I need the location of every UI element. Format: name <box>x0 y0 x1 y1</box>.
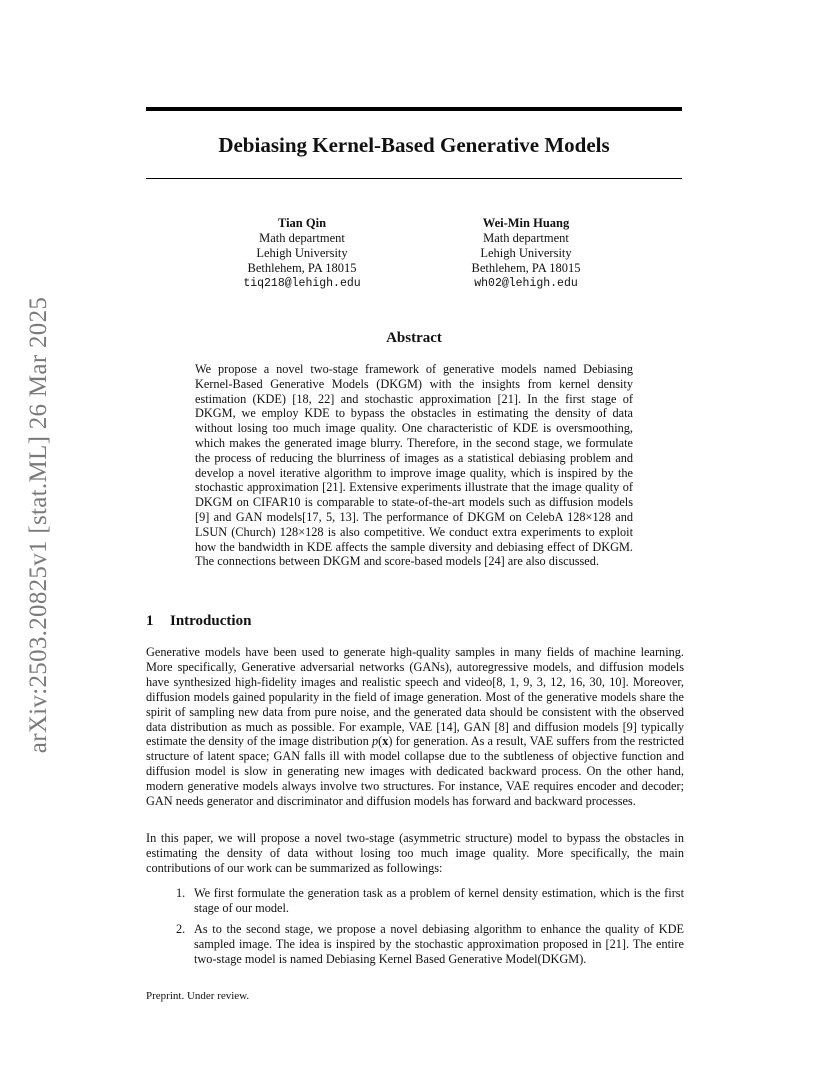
author-email: tiq218@lehigh.edu <box>243 277 361 290</box>
author-name: Wei-Min Huang <box>482 216 570 230</box>
intro-paragraph: In this paper, we will propose a novel two-stage (asymmetric structure) model to bypass the obstacles in estimating the density of data without losing too much image quality. More specifically, the main contributions of our work can be summarized as followings: <box>146 831 684 875</box>
contributions-list <box>146 886 684 973</box>
author-block <box>426 216 626 291</box>
author-location: Bethlehem, PA 18015 <box>247 261 357 275</box>
author-university: Lehigh University <box>480 246 572 260</box>
list-item-text: As to the second stage, we propose a novel debiasing algorithm to enhance the quality of KDE sampled image. The idea is inspired by the stochastic approximation proposed in [21]. The entire two-stage model is named Debiasing Kernel Based Generative Model(DKGM). <box>194 921 684 966</box>
author-department: Math department <box>483 231 569 245</box>
title-top-rule <box>146 107 682 111</box>
author-location: Bethlehem, PA 18015 <box>471 261 581 275</box>
arxiv-identifier <box>19 275 59 775</box>
intro-text-before-formula: Generative models have been used to generate high-quality samples in many fields of machine learning. More specifically, Generative adversarial networks (GANs), autoregressive models, and diffusion models have synthesized high-fidelity images and realistic speech and video[8, 1, 9, 3, 12, 16, 30, 10]. Moreover, diffusion models gained popularity in the field of image generation. Most of the generative models share the spirit of sampling new data from pure noise, and the generated data should be consistent with the observed data distribution as much as possible. For example, VAE [14], GAN [8] and diffusion models [9] typically estimate the density of the image distribution <box>146 645 684 749</box>
section-number: 1 <box>146 613 154 629</box>
intro-text-after-formula: for generation. As a result, VAE suffers from the restricted structure of latent space; GAN falls ill with model collapse due to the subtleness of objective function and diffusion model is slow in generating new images with dedicated backward process. On the other hand, modern generative models always involve two structures. For instance, VAE requires encoder and decoder; GAN needs generator and discriminator and diffusion models has forward and backward processes. <box>146 734 684 809</box>
intro-paragraph: Generative models have been used to generate high-quality samples in many fields of machine learning. More specifically, Generative adversarial networks (GANs), autoregressive models, and diffusion models have synthesized high-fidelity images and realistic speech and video[8, 1, 9, 3, 12, 16, 30, 10]. Moreover, diffusion models gained popularity in the field of image generation. Most of the generative models share the spirit of sampling new data from pure noise, and the generated data should be consistent with the observed data distribution as much as possible. For example, VAE [14], GAN [8] and diffusion models [9] typically estimate the density of the image distribution p(x) for generation. As a result, VAE suffers from the restricted structure of latent space; GAN falls ill with model collapse due to the subtleness of objective function and diffusion model is slow in generating new images with dedicated backward process. On the other hand, modern generative models always involve two structures. For instance, VAE requires encoder and decoder; GAN needs generator and discriminator and diffusion models has forward and backward processes. <box>146 645 684 809</box>
author-university: Lehigh University <box>256 246 348 260</box>
section-title: Introduction <box>170 613 252 629</box>
abstract-heading: Abstract <box>386 330 442 346</box>
list-item <box>146 922 684 967</box>
formula-p-symbol: p <box>371 734 379 749</box>
author-name: Tian Qin <box>277 216 327 230</box>
list-item-text: We first formulate the generation task as a problem of kernel density estimation, which is the first stage of our model. <box>194 886 684 915</box>
author-block <box>202 216 402 291</box>
list-marker: 1. <box>176 886 186 900</box>
section-heading <box>146 611 251 631</box>
footer-note: Preprint. Under review. <box>146 990 250 1002</box>
list-marker: 2. <box>176 921 186 936</box>
abstract-body: We propose a novel two-stage framework of generative models named Debiasing Kernel-Based Generative Models (DKGM) with the insights from kernel density estimation (KDE) [18, 22] and stochastic approximation [21]. In the first stage of DKGM, we employ KDE to bypass the obstacles in estimating the density of data without losing too much image quality. One characteristic of KDE is oversmoothing, which makes the generated image blurry. Therefore, in the second stage, we formulate the process of reducing the blurriness of images as a statistical debiasing problem and develop a novel iterative algorithm to improve image quality, which is inspired by the stochastic approximation [21]. Extensive experiments illustrate that the image quality of DKGM on CIFAR10 is comparable to state-of-the-art models such as diffusion models [9] and GAN models[17, 5, 13]. The performance of DKGM on CelebA 128×128 and LSUN (Church) 128×128 is also competitive. We conduct extra experiments to exploit how the bandwidth in KDE affects the sample diversity and debiasing effect of DKGM. The connections between DKGM and score-based models [24] are also discussed. <box>195 362 633 569</box>
title-bottom-rule <box>146 178 682 179</box>
list-item <box>146 886 684 916</box>
formula-x-symbol: x <box>382 734 389 749</box>
author-department: Math department <box>259 231 345 245</box>
author-email: wh02@lehigh.edu <box>474 277 578 290</box>
arxiv-identifier-text: arXiv:2503.20825v1 [stat.ML] 26 Mar 2025 <box>25 296 53 754</box>
paper-title: Debiasing Kernel-Based Generative Models <box>218 133 610 157</box>
